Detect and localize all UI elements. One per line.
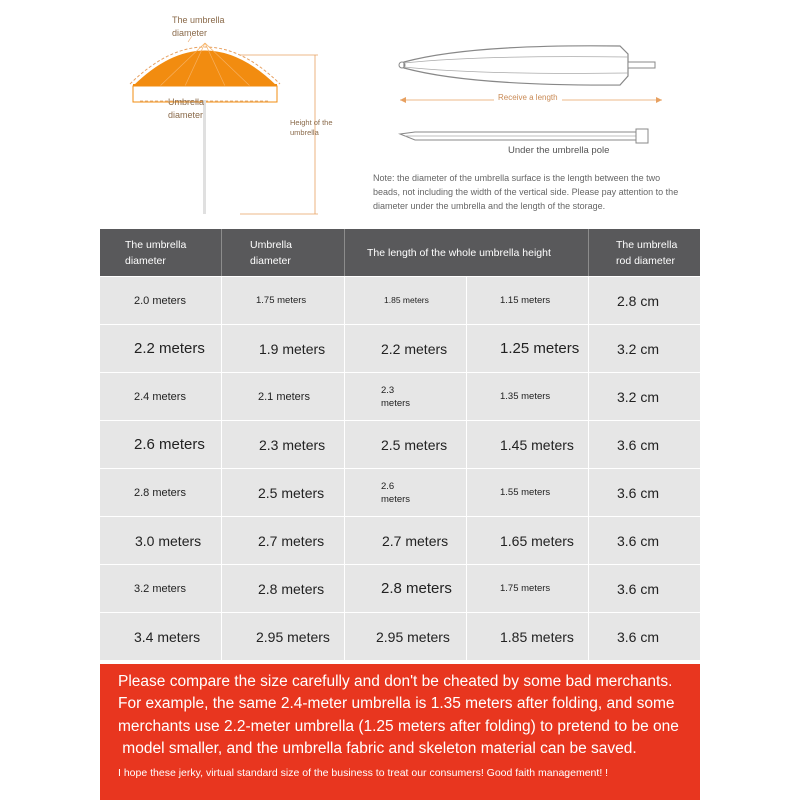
header-canopy-diameter: Umbrella diameter [250, 238, 293, 267]
cell-rod-diameter: 2.8 cm [589, 277, 700, 324]
umbrella-canopy [133, 51, 277, 87]
size-table [100, 229, 700, 660]
cell-umbrella-diameter: 3.4 meters [100, 613, 221, 660]
cell-folded-length: 1.45 meters [467, 421, 588, 468]
cell-folded-length: 1.15 meters [467, 277, 588, 324]
cell-total-height: 2.8 meters [345, 565, 466, 612]
cell-total-height: 2.6 meters [345, 469, 466, 516]
cell-total-height: 2.2 meters [345, 325, 466, 372]
label-under-pole: Under the umbrella pole [508, 145, 610, 156]
cell-umbrella-diameter: 2.4 meters [100, 373, 221, 420]
cell-umbrella-diameter: 2.6 meters [100, 421, 221, 468]
header-umbrella-height: The length of the whole umbrella height [367, 246, 551, 259]
cell-folded-length: 1.85 meters [467, 613, 588, 660]
cell-rod-diameter: 3.2 cm [589, 325, 700, 372]
diagram-note: Note: the diameter of the umbrella surface is the length between the two beads, not including the width of the vertical side. Please pay attention to the diameter under the umbrella and the length of the storage. [373, 173, 679, 211]
header-umbrella-diameter: The umbrella diameter [125, 238, 187, 267]
cell-canopy-diameter: 2.7 meters [222, 517, 344, 564]
cell-total-height: 2.3 meters [345, 373, 466, 420]
cell-canopy-diameter: 2.3 meters [222, 421, 344, 468]
header-rod-diameter: The umbrella rod diameter [616, 238, 678, 267]
table-row [100, 469, 700, 516]
folded-umbrella-icon [399, 46, 655, 85]
cell-canopy-diameter: 1.75 meters [222, 277, 344, 324]
cell-canopy-diameter: 2.95 meters [222, 613, 344, 660]
cell-rod-diameter: 3.2 cm [589, 373, 700, 420]
table-row [100, 325, 700, 372]
label-umbrella-diameter-top: The umbrella diameter [172, 15, 225, 38]
cell-folded-length: 1.75 meters [467, 565, 588, 612]
label-height: Height of the umbrella [290, 118, 333, 137]
table-row [100, 421, 700, 468]
cell-rod-diameter: 3.6 cm [589, 565, 700, 612]
cell-umbrella-diameter: 3.0 meters [100, 517, 221, 564]
cell-canopy-diameter: 2.8 meters [222, 565, 344, 612]
cell-folded-length: 1.35 meters [467, 373, 588, 420]
cell-canopy-diameter: 1.9 meters [222, 325, 344, 372]
warning-box [100, 664, 700, 800]
table-row [100, 565, 700, 612]
table-header [100, 229, 700, 276]
table-row [100, 613, 700, 660]
cell-total-height: 2.7 meters [345, 517, 466, 564]
label-receive-length: Receive a length [494, 93, 562, 102]
cell-umbrella-diameter: 3.2 meters [100, 565, 221, 612]
cell-rod-diameter: 3.6 cm [589, 517, 700, 564]
table-row [100, 277, 700, 324]
cell-umbrella-diameter: 2.0 meters [100, 277, 221, 324]
label-umbrella-diameter-inner: Umbrella diameter [168, 97, 205, 120]
cell-canopy-diameter: 2.1 meters [222, 373, 344, 420]
cell-rod-diameter: 3.6 cm [589, 469, 700, 516]
cell-rod-diameter: 3.6 cm [589, 613, 700, 660]
warning-footer: I hope these jerky, virtual standard size of the business to treat our consumers! Good faith management! ! [118, 767, 609, 779]
table-row [100, 373, 700, 420]
table-row [100, 517, 700, 564]
cell-umbrella-diameter: 2.2 meters [100, 325, 221, 372]
cell-canopy-diameter: 2.5 meters [222, 469, 344, 516]
cell-folded-length: 1.55 meters [467, 469, 588, 516]
cell-total-height: 1.85 meters [345, 277, 466, 324]
cell-total-height: 2.95 meters [345, 613, 466, 660]
cell-folded-length: 1.25 meters [467, 325, 588, 372]
cell-rod-diameter: 3.6 cm [589, 421, 700, 468]
warning-text: Please compare the size carefully and don't be cheated by some bad merchants. For example, the same 2.4-meter umbrella is 1.35 meters after folding, and some merchants use 2.2-meter umbrella (1.25 meters after folding) to pretend to be one model smaller, and the umbrella fabric and skeleton material can be saved. [118, 673, 679, 757]
cell-folded-length: 1.65 meters [467, 517, 588, 564]
cell-umbrella-diameter: 2.8 meters [100, 469, 221, 516]
lower-pole-icon [400, 129, 648, 143]
cell-total-height: 2.5 meters [345, 421, 466, 468]
